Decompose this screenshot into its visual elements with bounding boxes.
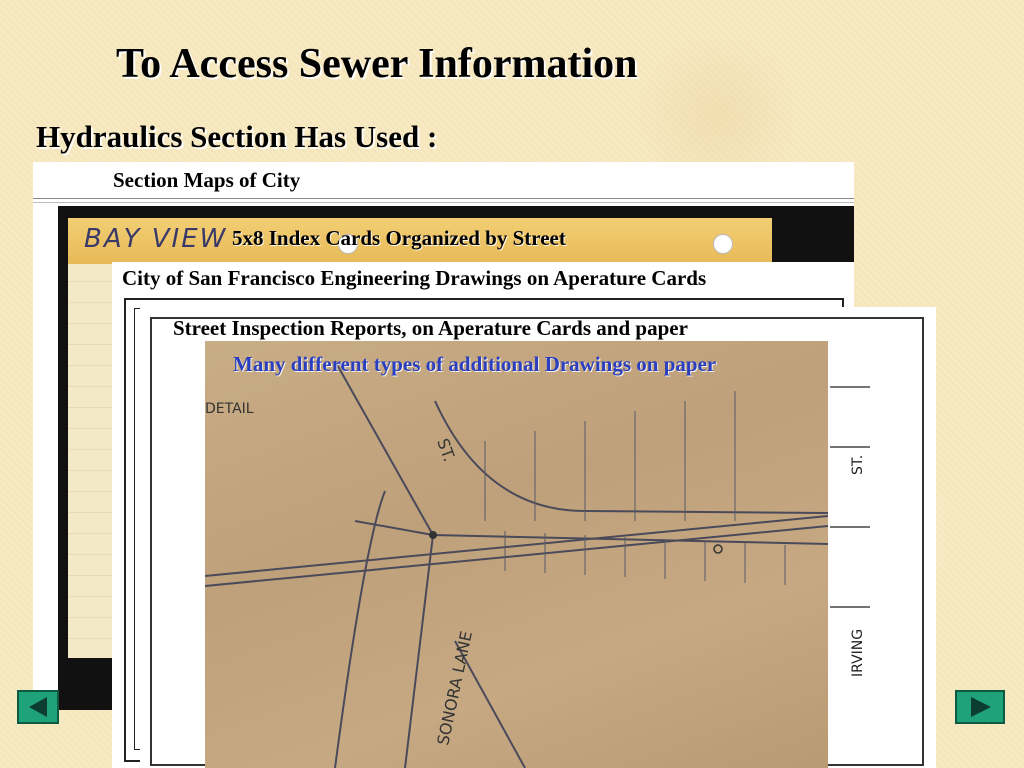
previous-slide-button[interactable] [17, 690, 59, 724]
triangle-right-icon [957, 692, 1003, 722]
map-rule-line [33, 202, 854, 203]
detail-label: DETAIL [205, 401, 254, 417]
slide-subtitle: Hydraulics Section Has Used : [36, 119, 438, 154]
slide-title: To Access Sewer Information [116, 41, 638, 87]
index-card-street-name: BAY VIEW [84, 224, 228, 254]
st-label: ST. [433, 435, 460, 465]
irving-street-label: IRVING [850, 628, 866, 677]
sonora-lane-label: SONORA LANE [433, 629, 477, 747]
engineering-drawings-label: City of San Francisco Engineering Drawings on Aperature Cards [122, 266, 707, 290]
index-cards-label: 5x8 Index Cards Organized by Street [232, 226, 566, 250]
street-st-label: ST. [850, 454, 866, 475]
card-punch-hole [713, 234, 733, 254]
map-rule-line [33, 198, 854, 199]
next-slide-button[interactable] [955, 690, 1005, 724]
triangle-left-icon [19, 692, 57, 722]
additional-drawings-label: Many different types of additional Drawings on paper [233, 352, 717, 376]
section-maps-label: Section Maps of City [113, 168, 301, 192]
additional-drawings-sheet [205, 341, 828, 768]
sewer-map-linework [205, 341, 828, 768]
inspection-reports-label: Street Inspection Reports, on Aperature Cards and paper [173, 316, 688, 340]
